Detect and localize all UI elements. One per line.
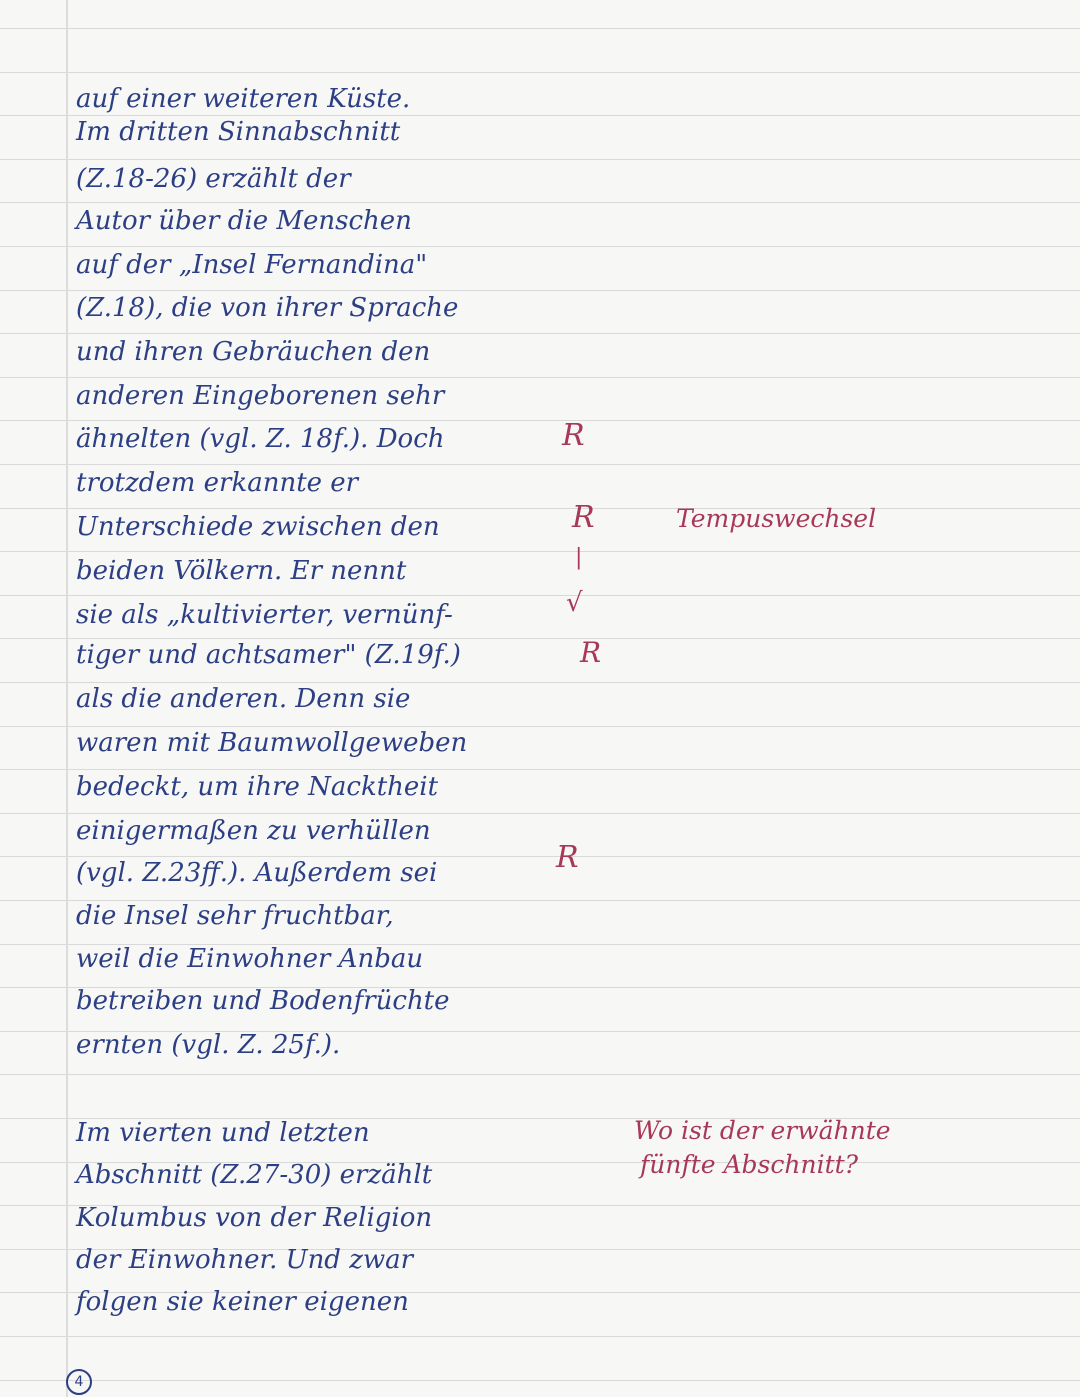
ruled-line — [0, 72, 1080, 73]
text-line: Unterschiede zwischen den — [76, 512, 440, 542]
text-line: (Z.18-26) erzählt der — [76, 164, 351, 194]
correction-mark: R — [556, 840, 579, 875]
ruled-line — [0, 377, 1080, 378]
ruled-line — [0, 420, 1080, 421]
text-line: folgen sie keiner eigenen — [76, 1287, 409, 1317]
ruled-line — [0, 682, 1080, 683]
text-line: (vgl. Z.23ff.). Außerdem sei — [76, 858, 438, 888]
ruled-line — [0, 726, 1080, 727]
margin-comment-section: fünfte Abschnitt? — [640, 1150, 859, 1179]
ruled-line — [0, 159, 1080, 160]
ruled-line — [0, 595, 1080, 596]
ruled-line — [0, 28, 1080, 29]
text-line: ähnelten (vgl. Z. 18f.). Doch — [76, 424, 445, 454]
text-line: ernten (vgl. Z. 25f.). — [76, 1030, 341, 1060]
text-line: beiden Völkern. Er nennt — [76, 556, 407, 586]
ruled-line — [0, 464, 1080, 465]
text-line: tiger und achtsamer" (Z.19f.) — [76, 640, 461, 670]
ruled-line — [0, 290, 1080, 291]
ruled-line — [0, 551, 1080, 552]
text-line: (Z.18), die von ihrer Sprache — [76, 293, 459, 323]
text-line: der Einwohner. Und zwar — [76, 1245, 414, 1275]
ruled-line — [0, 1336, 1080, 1337]
text-line: und ihren Gebräuchen den — [76, 337, 431, 367]
text-line: waren mit Baumwollgeweben — [76, 728, 468, 758]
ruled-line — [0, 769, 1080, 770]
text-line: weil die Einwohner Anbau — [76, 944, 424, 974]
ruled-line — [0, 246, 1080, 247]
text-line: Im vierten und letzten — [76, 1118, 370, 1148]
text-line: Abschnitt (Z.27-30) erzählt — [76, 1160, 433, 1190]
correction-mark: | — [575, 545, 583, 570]
ruled-line — [0, 115, 1080, 116]
text-line: trotzdem erkannte er — [76, 468, 359, 498]
text-line: betreiben und Bodenfrüchte — [76, 986, 450, 1016]
margin-comment-section: Wo ist der erwähnte — [634, 1116, 891, 1145]
text-line: auf einer weiteren Küste. — [76, 84, 411, 114]
text-line: sie als „kultivierter, vernünf- — [76, 600, 453, 630]
text-line: anderen Eingeborenen sehr — [76, 381, 445, 411]
ruled-line — [0, 333, 1080, 334]
text-line: die Insel sehr fruchtbar, — [76, 901, 394, 931]
ruled-line — [0, 1074, 1080, 1075]
text-line: Autor über die Menschen — [76, 206, 412, 236]
text-line: einigermaßen zu verhüllen — [76, 816, 431, 846]
ruled-line — [0, 638, 1080, 639]
text-line: als die anderen. Denn sie — [76, 684, 411, 714]
page-number: 4 — [66, 1369, 92, 1395]
text-line: bedeckt, um ihre Nacktheit — [76, 772, 439, 802]
correction-mark: R — [562, 418, 585, 453]
correction-mark: R — [580, 636, 602, 669]
ruled-line — [0, 856, 1080, 857]
ruled-line — [0, 202, 1080, 203]
ruled-line — [0, 508, 1080, 509]
ruled-line — [0, 813, 1080, 814]
text-line: auf der „Insel Fernandina" — [76, 250, 428, 280]
margin-comment-tense: Tempuswechsel — [676, 504, 877, 533]
margin-line — [66, 0, 68, 1397]
text-line: Kolumbus von der Religion — [76, 1203, 433, 1233]
ruled-line — [0, 1380, 1080, 1381]
text-line: Im dritten Sinnabschnitt — [76, 117, 401, 147]
correction-mark: R — [572, 500, 595, 535]
correction-mark: √ — [566, 588, 583, 618]
